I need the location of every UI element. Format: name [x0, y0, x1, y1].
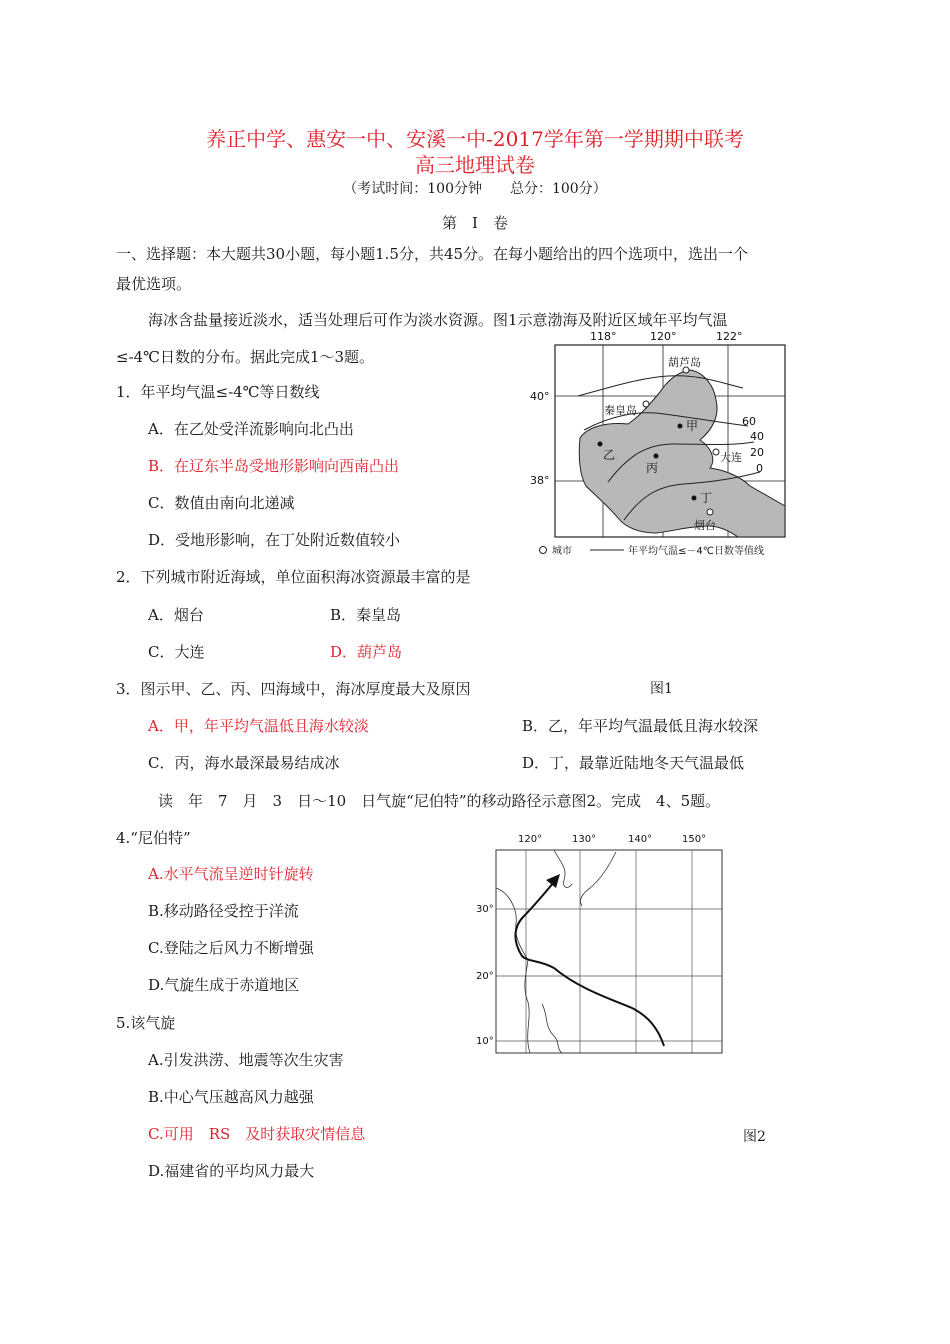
- city-label-yantai: 烟台: [694, 519, 716, 532]
- q4-option-b: B.移动路径受控于洋流: [148, 902, 299, 920]
- sea-dot-jia: [678, 424, 683, 429]
- q3-option-a-answer: A．甲，年平均气温低且海水较淡: [148, 717, 369, 735]
- city-label-huludao: 葫芦岛: [668, 356, 701, 369]
- q4-option-a-answer: A.水平气流呈逆时针旋转: [148, 865, 314, 883]
- q2-option-b: B．秦皇岛: [330, 606, 402, 624]
- q3-option-b: B．乙，年平均气温最低且海水较深: [522, 717, 759, 735]
- q4-stem: 4.“尼伯特”: [116, 829, 191, 847]
- q5-option-a: A.引发洪涝、地震等次生灾害: [148, 1051, 344, 1069]
- sea-label-yi: 乙: [603, 448, 616, 462]
- legend-isoline-label: 年平均气温≤－4℃日数等值线: [628, 546, 764, 557]
- lon2-label-120: 120°: [518, 834, 543, 845]
- lat2-label-10: 10°: [476, 1036, 494, 1047]
- q2-option-a: A．烟台: [148, 606, 204, 624]
- figure1-bohai-map: [528, 326, 798, 566]
- lon2-label-130: 130°: [572, 834, 597, 845]
- sea-label-ding: 丁: [700, 491, 713, 505]
- lon2-label-140: 140°: [628, 834, 653, 845]
- sea-dot-bing: [654, 454, 659, 459]
- group1-intro-1: 海冰含盐量接近淡水，适当处理后可作为淡水资源。图1示意渤海及附近区域年平均气温: [148, 311, 728, 329]
- q1-stem: 1．年平均气温≤-4℃等日数线: [116, 383, 320, 401]
- figure2-typhoon-map: [468, 828, 728, 1058]
- q5-option-d: D.福建省的平均风力最大: [148, 1162, 315, 1180]
- city-marker-qinhuangdao: [643, 401, 649, 407]
- city-label-dalian: 大连: [720, 451, 742, 464]
- volume-label: 第 Ⅰ 卷: [442, 214, 508, 232]
- figure2-caption: 图2: [743, 1129, 766, 1145]
- lat-label-40: 40°: [530, 390, 550, 403]
- q5-option-c-answer: C.可用 RS 及时获取灾情信息: [148, 1125, 366, 1143]
- exam-subtitle: 高三地理试卷: [415, 153, 535, 177]
- q1-option-c: C．数值由南向北递减: [148, 494, 295, 512]
- exam-info: （考试时间：100分钟 总分：100分）: [343, 181, 607, 197]
- city-marker-yantai: [707, 509, 713, 515]
- sea-dot-ding: [692, 496, 697, 501]
- q3-option-c: C．丙，海水最深最易结成冰: [148, 754, 340, 772]
- lon-label-120: 120°: [650, 330, 677, 343]
- q2-option-d-answer: D．葫芦岛: [330, 643, 403, 661]
- q2-option-c: C．大连: [148, 643, 205, 661]
- figure1-caption: 图1: [650, 681, 673, 697]
- q3-stem: 3．图示甲、乙、丙、四海域中，海冰厚度最大及原因: [116, 680, 471, 698]
- lon2-label-150: 150°: [682, 834, 707, 845]
- q5-option-b: B.中心气压越高风力越强: [148, 1088, 314, 1106]
- section-instructions-2: 最优选项。: [116, 275, 192, 293]
- q2-stem: 2．下列城市附近海域，单位面积海冰资源最丰富的是: [116, 568, 471, 586]
- lat2-label-30: 30°: [476, 904, 494, 915]
- isoline-value-60: 60: [742, 415, 756, 428]
- lat-label-38: 38°: [530, 474, 550, 487]
- legend-city-label: 城市: [552, 546, 572, 557]
- isoline-value-20: 20: [750, 446, 764, 459]
- sea-label-jia: 甲: [686, 419, 699, 433]
- lon-label-118: 118°: [590, 330, 617, 343]
- isoline-value-0: 0: [756, 462, 763, 475]
- lat2-label-20: 20°: [476, 971, 494, 982]
- map2-frame: [496, 850, 722, 1053]
- group2-intro: 读 年 7 月 3 日～10 日气旋“尼伯特”的移动路径示意图2。完成 4、5题。: [158, 792, 721, 810]
- lon-label-122: 122°: [716, 330, 743, 343]
- q1-option-d: D．受地形影响，在丁处附近数值较小: [148, 531, 401, 549]
- legend-city-icon: [540, 547, 547, 554]
- q1-option-b-answer: B．在辽东半岛受地形影响向西南凸出: [148, 457, 400, 475]
- q4-option-c: C.登陆之后风力不断增强: [148, 939, 314, 957]
- exam-title: 养正中学、惠安一中、安溪一中-2017学年第一学期期中联考: [206, 127, 744, 151]
- sea-label-bing: 丙: [646, 461, 659, 475]
- q3-option-d: D．丁，最靠近陆地冬天气温最低: [522, 754, 745, 772]
- q1-option-a: A．在乙处受洋流影响向北凸出: [148, 420, 354, 438]
- isoline-value-40: 40: [750, 430, 764, 443]
- q4-option-d: D.气旋生成于赤道地区: [148, 976, 300, 994]
- city-label-qinhuangdao: 秦皇岛: [604, 404, 637, 417]
- sea-dot-yi: [598, 442, 603, 447]
- city-marker-dalian: [713, 449, 719, 455]
- q5-stem: 5.该气旋: [116, 1014, 176, 1032]
- group1-intro-2: ≤-4℃日数的分布。据此完成1～3题。: [116, 348, 375, 366]
- section-instructions-1: 一、选择题：本大题共30小题，每小题1.5分，共45分。在每小题给出的四个选项中，选出一个: [116, 245, 749, 263]
